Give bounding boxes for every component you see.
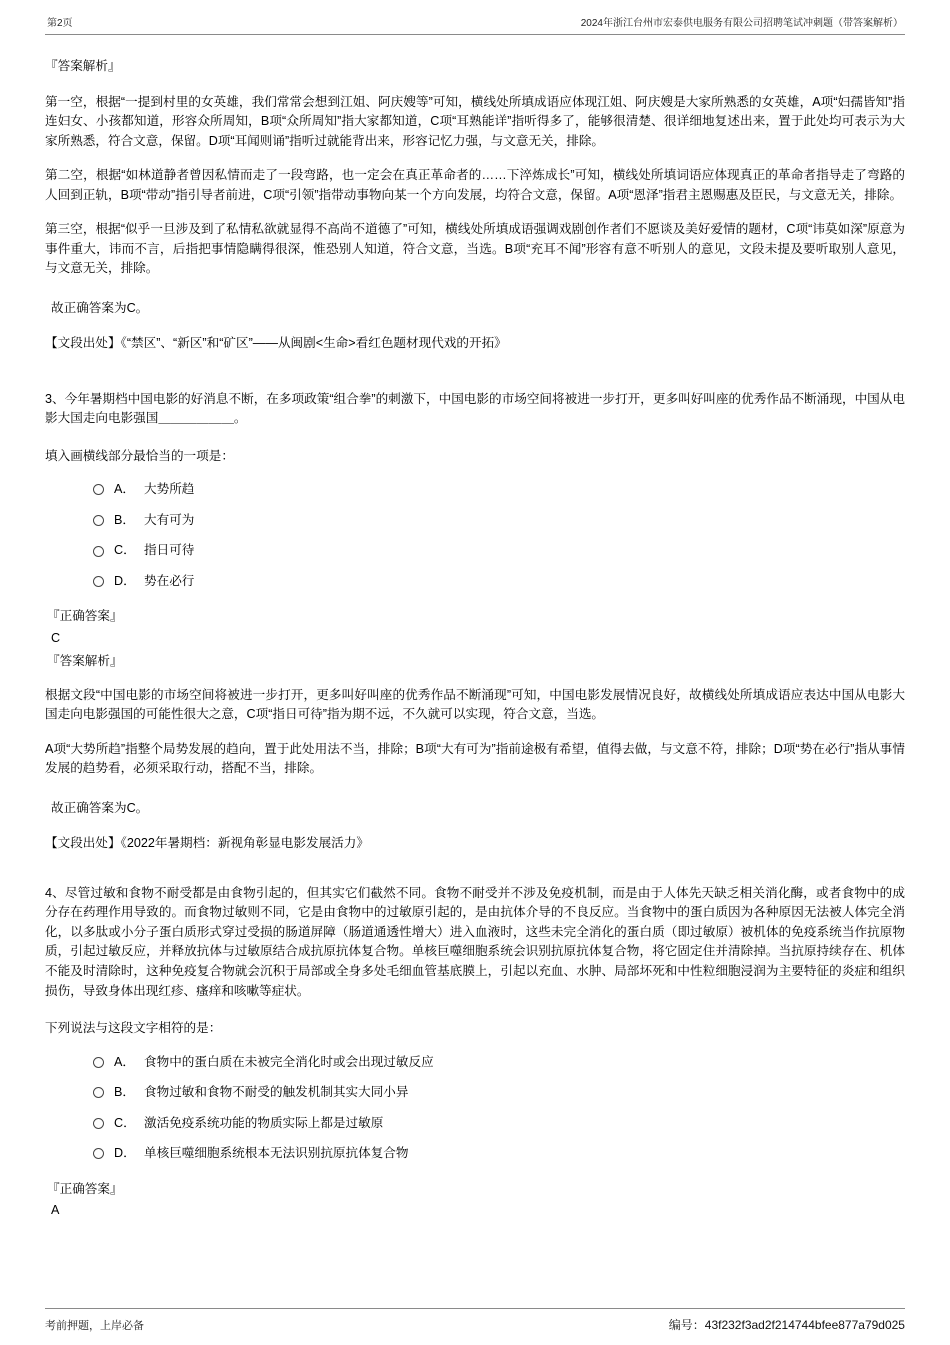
options-list	[93, 1053, 905, 1164]
radio-button[interactable]	[93, 1057, 104, 1068]
analysis-paragraph: 第二空，根据“如林道静者曾因私情而走了一段弯路，也一定会在真正革命者的……下淬炼成长”可知，横线处所填词语应体现真正的革命者指导走了弯路的人回到正轨，B项“带动”指引导者前进，C项“引领”指带动事物向某一个方向发展，均符合文意，保留。A项“恩泽”指君主恩赐惠及臣民，与文意无关，排除。	[45, 168, 905, 202]
option-letter: D．	[114, 573, 136, 588]
correct-answer-value: C	[51, 630, 61, 645]
option-text: 大势所趋	[144, 482, 195, 497]
option-text: 势在必行	[144, 573, 195, 588]
question-3	[45, 390, 905, 854]
option-letter: D．	[114, 1146, 136, 1161]
option-letter: A．	[114, 1054, 135, 1069]
question-prompt: 下列说法与这段文字相符的是：	[45, 1021, 222, 1036]
correct-answer-conclusion: 故正确答案为C。	[51, 300, 149, 315]
question-4	[45, 884, 905, 1221]
question-prompt: 填入画横线部分最恰当的一项是：	[45, 448, 234, 463]
option-text: 食物中的蛋白质在未被完全消化时或会出现过敏反应	[144, 1054, 434, 1069]
document-body	[0, 35, 950, 1221]
analysis-paragraph: 根据文段“中国电影的市场空间将被进一步打开，更多叫好叫座的优秀作品不断涌现”可知，中国电影发展情况良好，故横线处所填成语应表达中国从电影大国走向电影强国的可能性很大之意，C项“指日可待”指为期不远，不久就可以实现，符合文意，当选。	[45, 687, 905, 722]
radio-button[interactable]	[93, 484, 104, 495]
page-header	[45, 0, 905, 35]
option-letter: B．	[114, 512, 135, 527]
option-c[interactable]	[93, 541, 905, 561]
option-a[interactable]	[93, 1053, 905, 1073]
passage-source: 【文段出处】《2022年暑期档：新视角彰显电影发展活力》	[45, 836, 369, 851]
radio-button[interactable]	[93, 576, 104, 587]
correct-answer-heading: 『正确答案』	[47, 1181, 123, 1196]
question-stem: 3、今年暑期档中国电影的好消息不断，在多项政策“组合拳”的刺激下，中国电影的市场空间将被进一步打开，更多叫好叫座的优秀作品不断涌现，中国从电影大国走向电影强国＿＿＿＿＿＿。	[45, 391, 905, 426]
page-footer	[45, 1308, 905, 1333]
option-d[interactable]	[93, 1144, 905, 1164]
option-text: 大有可为	[144, 512, 195, 527]
analysis-paragraph: A项“大势所趋”指整个局势发展的趋向，置于此处用法不当，排除；B项“大有可为”指前途极有希望，值得去做，与文意不符，排除；D项“势在必行”指从事情发展的趋势看，必须采取行动，搭配不当，排除。	[45, 741, 905, 776]
passage-source: 【文段出处】《“禁区”、“新区”和“矿区”——从闽剧<生命>看红色题材现代戏的开拓》	[45, 336, 507, 351]
correct-answer-conclusion: 故正确答案为C。	[51, 800, 149, 815]
options-list	[93, 480, 905, 591]
option-text: 食物过敏和食物不耐受的触发机制其实大同小异	[144, 1085, 409, 1100]
document-title: 2024年浙江台州市宏泰供电服务有限公司招聘笔试冲刺题（带答案解析）	[580, 18, 903, 29]
correct-answer-value: A	[51, 1203, 60, 1218]
option-text: 指日可待	[144, 543, 195, 558]
option-b[interactable]	[93, 1083, 905, 1103]
option-text: 单核巨噬细胞系统根本无法识别抗原抗体复合物	[144, 1146, 409, 1161]
option-d[interactable]	[93, 572, 905, 592]
footer-document-code: 编号：43f232f3ad2f214744bfee877a79d025	[668, 1318, 905, 1332]
correct-answer-block	[45, 1180, 905, 1221]
analysis-paragraph: 第一空，根据“一提到村里的女英雄，我们常常会想到江姐、阿庆嫂等”可知，横线处所填成语应体现江姐、阿庆嫂是大家所熟悉的女英雄，A项“妇孺皆知”指连妇女、小孩都知道，形容众所周知，B项“众所周知”指大家都知道，C项“耳熟能详”指听得多了，能够很清楚、很详细地复述出来，置于此处均可表示为大家所熟悉，符合文意，保留。D项“耳闻则诵”指听过就能背出来，形容记忆力强，与文意无关，排除。	[45, 94, 905, 148]
analysis-paragraph: 第三空，根据“似乎一旦涉及到了私情私欲就显得不高尚不道德了”可知，横线处所填成语强调戏剧创作者们不愿谈及美好爱情的题材，C项“讳莫如深”原意为事件重大，讳而不言，后指把事情隐瞒得很深，惟恐别人知道，符合文意，当选。B项“充耳不闻”形容有意不听别人的意见，文段未提及要听取别人意见，与文意无关，排除。	[45, 222, 905, 276]
option-letter: C．	[114, 543, 136, 558]
footer-slogan: 考前押题，上岸必备	[45, 1319, 144, 1332]
option-letter: A．	[114, 482, 135, 497]
radio-button[interactable]	[93, 1087, 104, 1098]
answer-analysis-heading: 『答案解析』	[47, 654, 123, 669]
correct-answer-heading: 『正确答案』	[47, 609, 123, 624]
correct-answer-block	[45, 607, 905, 672]
option-letter: C．	[114, 1115, 136, 1130]
option-a[interactable]	[93, 480, 905, 500]
question-stem: 4、尽管过敏和食物不耐受都是由食物引起的，但其实它们截然不同。食物不耐受并不涉及免疫机制，而是由于人体先天缺乏相关消化酶，或者食物中的成分存在药理作用导致的。而食物过敏则不同，它是由食物中的过敏原引起的，是由抗体介导的不良反应。当食物中的蛋白质因为各种原因无法被人体完全消化，以多肽或小分子蛋白质形式穿过受损的肠道屏障（肠道通透性增大）进入血液时，这些未完全消化的蛋白质（即过敏原）被机体的免疫系统当作抗原物质，引起过敏反应，并释放抗体与过敏原结合成抗原抗体复合物。单核巨噬细胞系统会识别抗原抗体复合物，将它固定住并清除掉。当抗原持续存在、机体不能及时清除时，这种免疫复合物就会沉积于局部或全身多处毛细血管基底膜上，引起以充血、水肿、局部坏死和中性粒细胞浸润为主要特征的炎症和组织损伤，导致身体出现红疹、瘙痒和咳嗽等症状。	[45, 885, 905, 998]
radio-button[interactable]	[93, 1118, 104, 1129]
option-text: 激活免疫系统功能的物质实际上都是过敏原	[144, 1115, 384, 1130]
radio-button[interactable]	[93, 515, 104, 526]
option-c[interactable]	[93, 1114, 905, 1134]
radio-button[interactable]	[93, 1148, 104, 1159]
option-b[interactable]	[93, 511, 905, 531]
answer-analysis-heading: 『答案解析』	[45, 59, 121, 73]
page-number: 第2页	[47, 18, 73, 29]
radio-button[interactable]	[93, 546, 104, 557]
option-letter: B．	[114, 1085, 135, 1100]
